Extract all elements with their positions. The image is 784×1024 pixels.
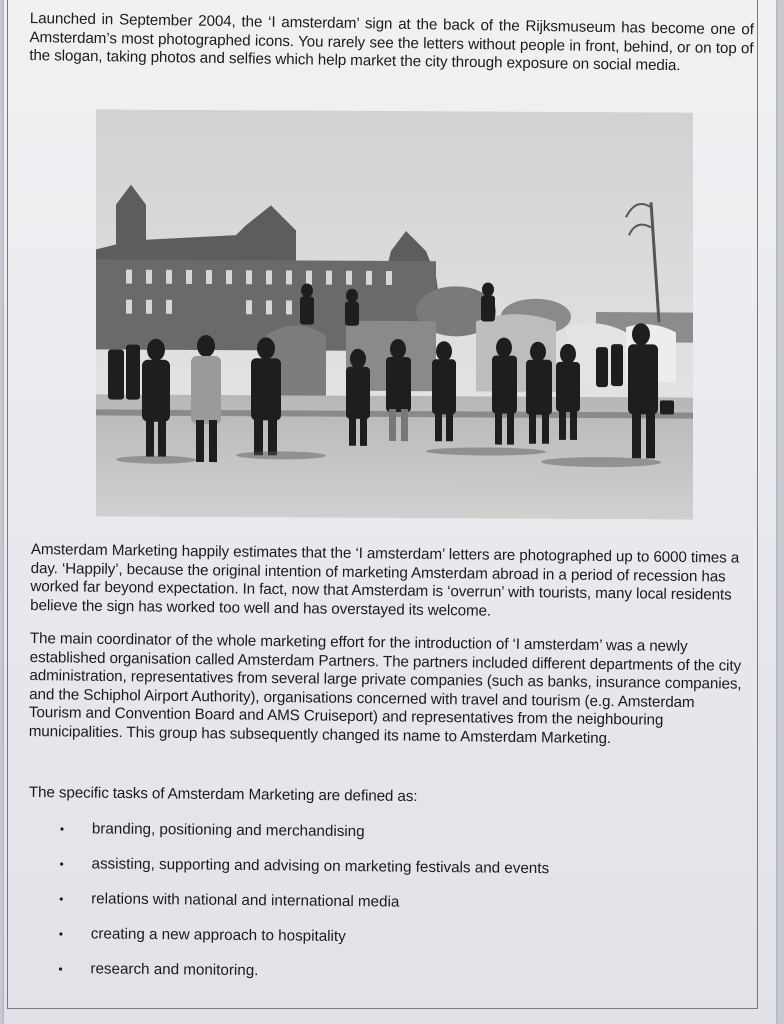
bullet-icon: •: [58, 927, 64, 942]
task-text: creating a new approach to hospitality: [90, 925, 346, 946]
task-text: relations with national and international media: [91, 890, 400, 911]
bullet-icon: •: [59, 892, 64, 907]
bullet-icon: •: [59, 822, 65, 837]
tasks-heading: The specific tasks of Amsterdam Marketing are defined as:: [28, 784, 418, 806]
paragraph-marketing-estimates: Amsterdam Marketing happily estimates that the ‘I amsterdam’ letters are photographed up to 6000 times a day. ‘Happily’, because the original intention of marketing Amsterdam abroad in a period of recession has worked far beyond expectation. In fact, now that Amsterdam is ‘overrun’ with tourists, many local residents believe the sign has worked too well and has overstayed its welcome.: [30, 541, 740, 620]
tasks-list: [56, 820, 658, 1001]
bullet-icon: •: [59, 857, 64, 872]
photo-i-amsterdam-sign: [96, 109, 693, 519]
bullet-icon: •: [58, 962, 63, 977]
task-text: research and monitoring.: [90, 960, 259, 980]
paragraph-amsterdam-partners: The main coordinator of the whole marketing effort for the introduction of ‘I amsterdam’ was a newly established organisation called Amsterdam Partners. The partners included different departments of the city administration, representatives from several large private companies (such as banks, insurance companies, and the Schiphol Airport Authority), organisations concerned with travel and tourism (e.g. Amsterdam Tourism and Convention Board and AMS Cruiseport) and representatives from the neighbouring municipalities. This group has subsequently changed its name to Amsterdam Marketing.: [28, 630, 742, 747]
list-item: [56, 960, 656, 1001]
intro-paragraph: Launched in September 2004, the ‘I amsterdam’ sign at the back of the Rijksmuseum has become one of Amsterdam’s most photographed icons. You rarely see the letters without people in front, behind, or on top of the slogan, taking photos and selfies which help market the city through exposure on social media.: [29, 10, 754, 75]
task-text: assisting, supporting and advising on marketing festivals and events: [91, 855, 550, 878]
document-page: [4, 0, 776, 1024]
task-text: branding, positioning and merchandising: [91, 820, 365, 841]
